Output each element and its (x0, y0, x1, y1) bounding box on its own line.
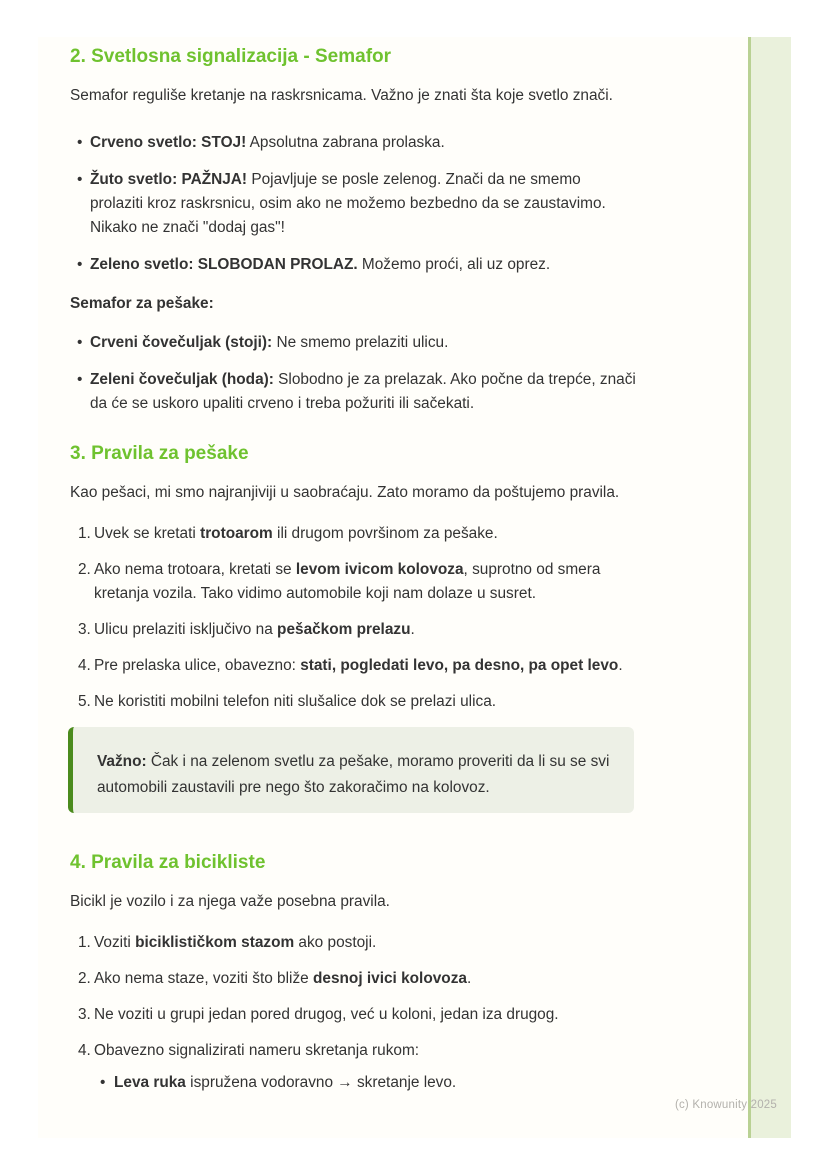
text: Ako nema staze, voziti što bliže (94, 970, 313, 987)
list-item-text (90, 331, 637, 355)
list-item (70, 168, 637, 240)
bullet-icon: • (77, 334, 83, 351)
section-intro: Bicikl je vozilo i za njega važe posebna pravila. (70, 893, 390, 910)
text: Uvek se kretati (94, 525, 201, 542)
list-item-text (94, 522, 637, 546)
bold-text: Žuto svetlo: PAŽNJA! (90, 171, 248, 188)
list-item-text (90, 131, 637, 155)
pedestrian-signal-list (70, 331, 637, 416)
text: Pre prelaska ulice, obavezno: (94, 657, 301, 674)
text: Obavezno signalizirati nameru skretanja rukom: (94, 1042, 420, 1059)
list-item (70, 967, 637, 991)
list-item-text (94, 931, 637, 955)
text: Ako nema trotoara, kretati se (94, 561, 296, 578)
page-right-accent-bar (748, 37, 791, 1138)
list-item-text (94, 618, 637, 642)
text: Čak i na zelenom svetlu za pešake, moramo proveriti da li su se svi automobili zaustavili pre nego što zakoračimo na kolovoz. (97, 753, 610, 796)
list-item-text (94, 558, 637, 606)
bold-text: biciklističkom stazom (135, 934, 295, 951)
text: ako postoji. (294, 934, 377, 951)
hand-signal-sublist (96, 1071, 637, 1095)
bold-text: stati, pogledati levo, pa desno, pa opet levo (300, 657, 619, 674)
list-item-text (94, 690, 637, 714)
list-item (70, 558, 637, 606)
text: ili drugom površinom za pešake. (272, 525, 498, 542)
section-heading-pesaci: 3. Pravila za pešake (70, 443, 249, 464)
list-number: 1. (78, 934, 91, 951)
bold-text: Crveni čovečuljak (stoji): (90, 334, 273, 351)
list-item-text (94, 1003, 637, 1027)
bold-text: trotoarom (200, 525, 273, 542)
list-item (70, 1039, 637, 1063)
list-item (70, 131, 637, 155)
cyclist-rules-list (70, 931, 637, 1063)
list-number: 3. (78, 1006, 91, 1023)
copyright-watermark: (c) Knowunity 2025 (674, 1099, 777, 1111)
section-intro: Semafor reguliše kretanje na raskrsnicama. Važno je znati šta koje svetlo znači. (70, 87, 613, 104)
text: Apsolutna zabrana prolaska. (246, 134, 445, 151)
bullet-icon: • (77, 171, 83, 188)
list-number: 4. (78, 657, 91, 674)
bold-text: levom ivicom kolovoza (295, 561, 464, 578)
list-item (70, 331, 637, 355)
list-item (70, 522, 637, 546)
list-item (96, 1071, 637, 1095)
text: . (410, 621, 415, 638)
list-item-text (94, 654, 637, 678)
bold-text: Važno: (97, 753, 147, 770)
bold-text: pešačkom prelazu (277, 621, 411, 638)
text: Ulicu prelaziti isključivo na (94, 621, 278, 638)
bullet-icon: • (77, 256, 83, 273)
text: . (618, 657, 623, 674)
document-content (70, 37, 637, 1095)
list-number: 2. (78, 970, 91, 987)
text: Možemo proći, ali uz oprez. (357, 256, 551, 273)
text: ispružena vodoravno → skretanje levo. (185, 1074, 457, 1091)
bold-text: Crveno svetlo: STOJ! (90, 134, 247, 151)
bullet-icon: • (77, 134, 83, 151)
list-item (70, 618, 637, 642)
traffic-light-list (70, 131, 637, 277)
list-number: 3. (78, 621, 91, 638)
list-item-text (90, 368, 637, 416)
bold-text: desnoj ivici kolovoza (313, 970, 467, 987)
bullet-icon: • (100, 1074, 106, 1091)
bold-text: Zeleno svetlo: SLOBODAN PROLAZ. (90, 256, 358, 273)
text: Ne voziti u grupi jedan pored drugog, već u koloni, jedan iza drugog. (94, 1006, 559, 1023)
section-heading-biciklisti: 4. Pravila za bicikliste (70, 852, 266, 873)
text: Slobodno je za prelazak. Ako počne da trepće, znači da će se uskoro upaliti crveno i treba požuriti ili sačekati. (90, 371, 636, 412)
bullet-icon: • (77, 371, 83, 388)
text: Ne smemo prelaziti ulicu. (272, 334, 449, 351)
pedestrian-rules-list (70, 522, 637, 714)
list-item (70, 690, 637, 714)
list-number: 5. (78, 693, 91, 710)
bold-text: Zeleni čovečuljak (hoda): (90, 371, 274, 388)
list-number: 1. (78, 525, 91, 542)
list-item-text (90, 253, 637, 277)
list-item-text (94, 967, 637, 991)
section-intro: Kao pešaci, mi smo najranjiviji u saobraćaju. Zato moramo da poštujemo pravila. (70, 484, 620, 501)
list-item (70, 654, 637, 678)
list-item (70, 253, 637, 277)
section-heading-semafor: 2. Svetlosna signalizacija - Semafor (70, 46, 392, 67)
text: Ne koristiti mobilni telefon niti slušalice dok se prelazi ulica. (94, 693, 497, 710)
document-page (38, 37, 791, 1138)
list-number: 4. (78, 1042, 91, 1059)
text: . (466, 970, 472, 987)
important-callout (68, 727, 634, 813)
list-item-text (90, 168, 637, 240)
text: , suprotno od smera kretanja vozila. Tako vidimo automobile koji nam dolaze u susret. (94, 561, 601, 602)
list-item-text (114, 1071, 637, 1095)
list-item (70, 368, 637, 416)
subheading-pedestrian-signal: Semafor za pešake: (70, 295, 214, 312)
bold-text: Leva ruka (114, 1074, 186, 1091)
list-item (70, 1003, 637, 1027)
list-item-text (94, 1039, 637, 1063)
list-number: 2. (78, 561, 91, 578)
list-item (70, 931, 637, 955)
text: Pojavljuje se posle zelenog. Znači da ne smemo prolaziti kroz raskrsnicu, osim ako ne možemo bezbedno da se zaustavimo. Nikako ne znači "dodaj gas"! (90, 171, 606, 236)
text: Voziti (94, 934, 136, 951)
